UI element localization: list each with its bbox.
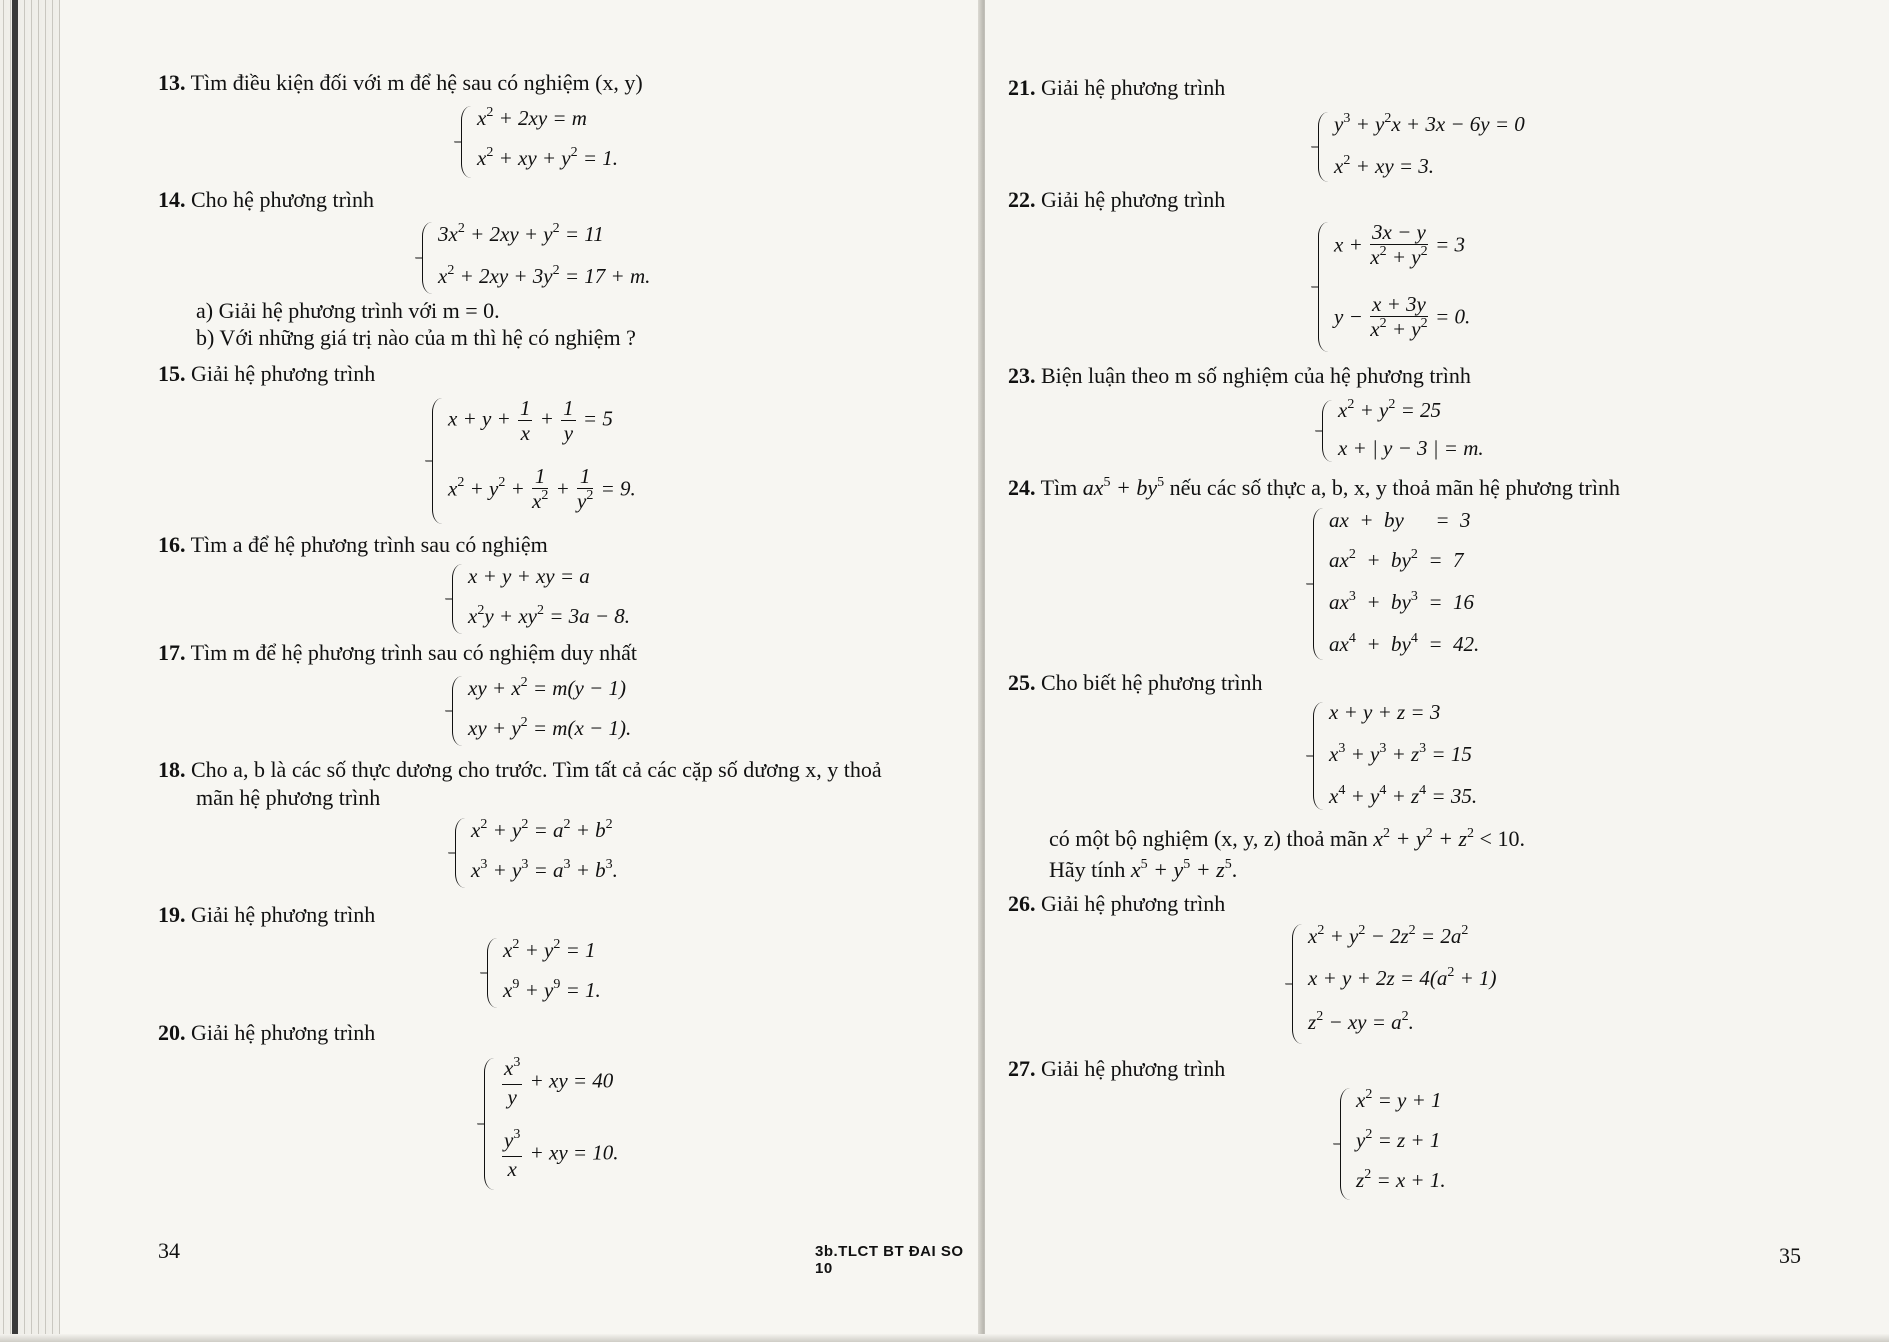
problem-15 [158, 361, 375, 387]
equation-system-26: $x^2 + y^2 - 2z^2 = 2a^2$ $x + y + 2z = 4(a^2 + 1)$ $z^2$ − xy = $a^2$. [1292, 922, 1548, 1046]
problem-text: Giải hệ phương trình [191, 361, 376, 386]
equation-system-17: xy + $x^2 = m(y - 1)$ xy + $y^2 = m(x - 1)$. [452, 674, 698, 748]
problem-14-part-b: b) Với những giá trị nào của m thì hệ có nghiệm ? [196, 325, 636, 350]
problem-25-question: Hãy tính $x^5 + y^5 + z^5$. [1049, 857, 1238, 882]
problem-25-condition: có một bộ nghiệm (x, y, z) thoả mãn $x^2 + y^2 + z^2 < 10$. [1049, 826, 1525, 851]
problem-20 [158, 1020, 375, 1046]
equation-system-14: $3x^2 + 2xy + y^2 = 11$ $x^2 + 2xy + 3y^2 = 17 + m$. [422, 220, 718, 296]
equation-system-24: ax + by = 3 $ax^2 + by^2 = 7$ $ax^3 + by^3 = 16$ $ax^4 + by^4 = 42$. [1313, 506, 1529, 662]
problem-number: 21. [1008, 75, 1036, 100]
problem-number: 23. [1008, 363, 1036, 388]
equation-system-19: $x^2 + y^2 = 1$ $x^9 + y^9 = 1$. [487, 936, 683, 1010]
problem-text: Giải hệ phương trình [191, 902, 376, 927]
binding-edge [0, 0, 60, 1342]
problem-19 [158, 902, 375, 928]
problem-number: 18. [158, 757, 186, 782]
problem-17 [158, 640, 637, 666]
equation-system-15: x + y + $\frac{1}{x}$ + $\frac{1}{y}$ = 5 $x^2 + y^2$ + $\frac{1}{x^2}$ + $\frac{1}{y^2}$ = 9. [432, 396, 708, 526]
problem-24: 24. Tìm $ax^5 + by^5$ nếu các số thực a, b, x, y thoả mãn hệ phương trình [1008, 475, 1620, 500]
equation-system-20: $\frac{x^3}{y}$ + xy = 40 $\frac{y^3}{x}$ + xy = 10. [484, 1056, 700, 1192]
page-bottom-edge [0, 1334, 1889, 1342]
problem-number: 17. [158, 640, 186, 665]
problem-number: 13. [158, 70, 186, 95]
problem-16 [158, 532, 548, 558]
problem-text: Tìm a để hệ phương trình sau có nghiệm [190, 532, 548, 557]
problem-text: Tìm điều kiện đối với m để hệ sau có nghiệm (x, y) [190, 70, 643, 95]
problem-25 [1008, 670, 1263, 696]
problem-text: Tìm m để hệ phương trình sau có nghiệm duy nhất [190, 640, 637, 665]
problem-text: Cho biết hệ phương trình [1041, 670, 1263, 695]
problem-text-a: Tìm [1040, 475, 1083, 500]
equation-system-18: $x^2 + y^2 = a^2 + b^2$ $x^3 + y^3 = a^3 + b^3$. [455, 816, 701, 890]
problem-number: 25. [1008, 670, 1036, 695]
problem-number: 27. [1008, 1056, 1036, 1081]
problem-number: 16. [158, 532, 186, 557]
problem-26 [1008, 891, 1225, 917]
problem-text: Giải hệ phương trình [1041, 75, 1226, 100]
problem-number: 24. [1008, 475, 1036, 500]
problem-number: 14. [158, 187, 186, 212]
problem-number: 22. [1008, 187, 1036, 212]
page-number: 34 [158, 1238, 180, 1263]
problem-number: 20. [158, 1020, 186, 1045]
problem-14-part-a: a) Giải hệ phương trình với m = 0. [196, 298, 500, 323]
problem-21 [1008, 75, 1225, 101]
equation-system-27: $x^2 = y + 1$ $y^2 = z + 1$ $z^2 = x + 1$. [1340, 1086, 1496, 1202]
binding-shadow [12, 0, 18, 1342]
right-page [985, 0, 1889, 1342]
problem-18-continued: mãn hệ phương trình [196, 785, 381, 810]
equation-system-13: $x^2 + 2xy = m$ $x^2$ + xy + $y^2 = 1$. [461, 104, 677, 180]
problem-23 [1008, 363, 1471, 389]
equation-system-21: $y^3 + y^2x + 3x - 6y = 0$ $x^2$ + xy = 3. [1318, 110, 1614, 184]
equation-system-25: x + y + z = 3 $x^3 + y^3 + z^3 = 15$ $x^4 + y^4 + z^4 = 35$. [1313, 700, 1529, 812]
problem-number: 15. [158, 361, 186, 386]
problem-number: 19. [158, 902, 186, 927]
problem-text-b: nếu các số thực a, b, x, y thoả mãn hệ phương trình [1164, 475, 1620, 500]
problem-text: Cho hệ phương trình [191, 187, 375, 212]
equation-system-16: x + y + xy = a $x^2y + xy^2 = 3a - 8$. [452, 562, 698, 636]
equation-system-22: x + $\frac{3x - y}{x^2 + y^2}$ = 3 y − $\frac{x + 3y}{x^2 + y^2}$ = 0. [1318, 220, 1534, 354]
page-number: 35 [1779, 1243, 1801, 1268]
problem-22 [1008, 187, 1225, 213]
problem-13 [158, 70, 643, 96]
problem-text: Giải hệ phương trình [1041, 1056, 1226, 1081]
footer-code: 3b.TLCT BT ĐAI SO 10 [815, 1243, 964, 1277]
problem-text: Giải hệ phương trình [1041, 187, 1226, 212]
problem-27 [1008, 1056, 1225, 1082]
problem-text: Giải hệ phương trình [191, 1020, 376, 1045]
problem-14 [158, 187, 374, 213]
problem-text: Cho a, b là các số thực dương cho trước. Tìm tất cả các cặp số dương x, y thoả [191, 757, 882, 782]
equation-system-23: $x^2 + y^2 = 25$ x + | y − 3 | = m. [1322, 398, 1518, 464]
problem-number: 26. [1008, 891, 1036, 916]
problem-text: Biện luận theo m số nghiệm của hệ phương trình [1041, 363, 1471, 388]
problem-text: Giải hệ phương trình [1041, 891, 1226, 916]
problem-18 [158, 757, 882, 783]
